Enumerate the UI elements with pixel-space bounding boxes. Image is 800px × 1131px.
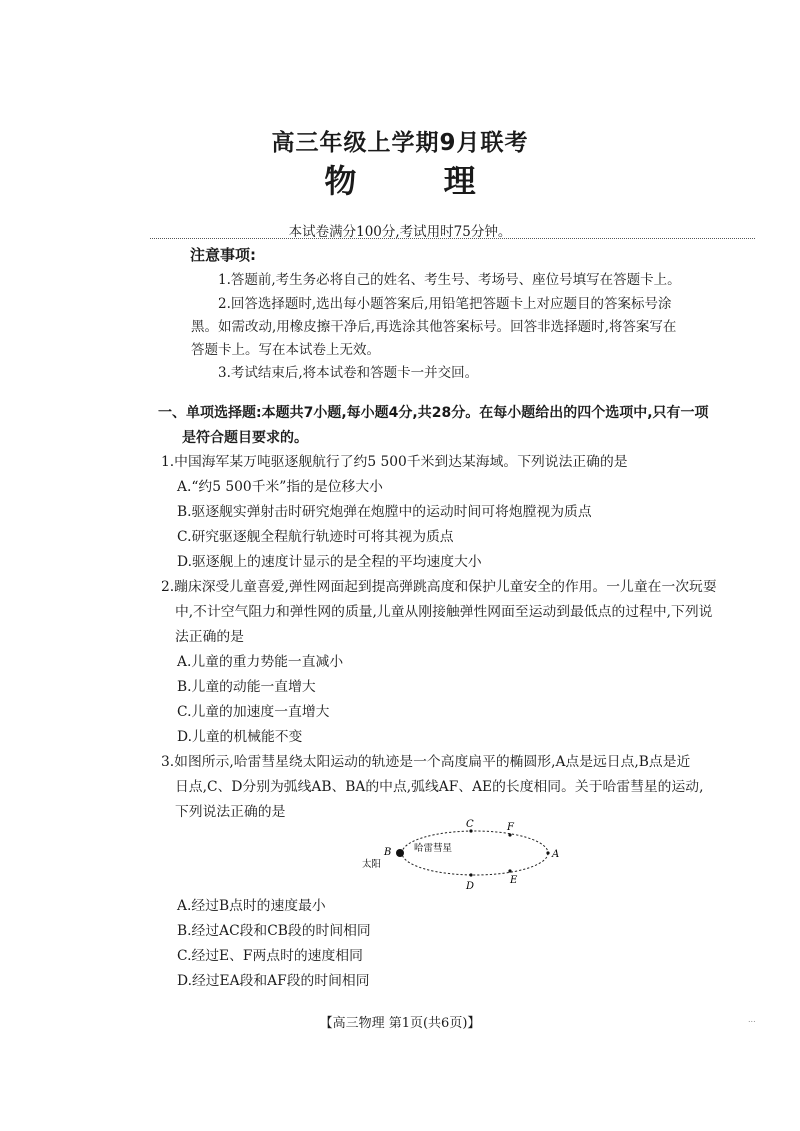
point-d-dot: [469, 873, 472, 876]
notice-heading: 注意事项:: [190, 246, 256, 264]
exam-info: 本试卷满分100分,考试用时75分钟。: [288, 224, 512, 240]
label-f: F: [507, 822, 514, 833]
question-3-option-d: D.经过EA段和AF段的时间相同: [177, 973, 370, 989]
point-a-dot: [546, 851, 549, 854]
label-d: D: [466, 881, 475, 892]
question-1-option-a: A.“约5 500千米”指的是位移大小: [177, 479, 383, 495]
exam-title: 高三年级上学期9月联考: [271, 130, 529, 156]
notice-item-1: 1.答题前,考生务必将自己的姓名、考生号、考场号、座位号填写在答题卡上。: [218, 272, 681, 288]
question-2-stem-line-2: 中,不计空气阻力和弹性网的质量,儿童从刚接触弹性网面至运动到最低点的过程中,下列说: [175, 604, 713, 620]
question-3-stem-line-2: 日点,C、D分别为弧线AB、BA的中点,弧线AF、AE的长度相同。关于哈雷彗星的运动,: [175, 779, 704, 795]
question-2-stem-line-3: 法正确的是: [175, 629, 244, 645]
sun-icon: [396, 849, 404, 857]
notice-item-3: 3.考试结束后,将本试卷和答题卡一并交回。: [218, 365, 479, 381]
label-a: A: [552, 849, 560, 860]
label-c: C: [466, 819, 474, 830]
question-3-stem-line-3: 下列说法正确的是: [175, 804, 286, 820]
question-2-option-b: B.儿童的动能一直增大: [177, 679, 316, 695]
question-1-option-b: B.驱逐舰实弹射击时研究炮弹在炮膛中的运动时间可将炮膛视为质点: [177, 504, 592, 520]
subject-title: 物 理: [324, 162, 514, 200]
question-3-stem-line-1: 3.如图所示,哈雷彗星绕太阳运动的轨迹是一个高度扁平的椭圆形,A点是远日点,B点是近: [161, 754, 691, 770]
question-3-option-a: A.经过B点时的速度最小: [177, 898, 326, 914]
section-1-heading: 一、单项选择题:本题共7小题,每小题4分,共28分。在每小题给出的四个选项中,只有一项: [158, 405, 709, 421]
divider-line: [150, 238, 755, 239]
question-2-option-c: C.儿童的加速度一直增大: [177, 704, 330, 720]
notice-item-2-line-3: 答题卡上。写在本试卷上无效。: [191, 342, 380, 358]
label-b: B: [384, 847, 392, 858]
question-3-option-b: B.经过AC段和CB段的时间相同: [177, 923, 371, 939]
point-f-dot: [508, 833, 511, 836]
footer-mark: ...: [748, 1015, 756, 1024]
notice-item-2-line-2: 黑。如需改动,用橡皮擦干净后,再选涂其他答案标号。回答非选择题时,将答案写在: [191, 319, 677, 335]
halley-orbit-figure: [355, 815, 570, 895]
question-1-option-d: D.驱逐舰上的速度计显示的是全程的平均速度大小: [177, 554, 482, 570]
question-3-option-c: C.经过E、F两点时的速度相同: [177, 948, 363, 964]
label-sun: 太阳: [362, 859, 382, 870]
notice-item-2-line-1: 2.回答选择题时,选出每小题答案后,用铅笔把答题卡上对应题目的答案标号涂: [218, 296, 672, 312]
question-1-stem: 1.中国海军某万吨驱逐舰航行了约5 500千米到达某海域。下列说法正确的是: [161, 454, 628, 470]
question-2-stem-line-1: 2.蹦床深受儿童喜爱,弹性网面起到提高弹跳高度和保护儿童安全的作用。一儿童在一次玩耍: [161, 579, 717, 595]
section-1-heading-cont: 是符合题目要求的。: [182, 430, 308, 446]
page-footer: 【高三物理 第1页(共6页)】: [319, 1016, 481, 1031]
question-1-option-c: C.研究驱逐舰全程航行轨迹时可将其视为质点: [177, 529, 454, 545]
label-comet: 哈雷彗星: [414, 843, 453, 854]
point-e-dot: [508, 869, 511, 872]
question-2-option-d: D.儿童的机械能不变: [177, 729, 303, 745]
question-2-option-a: A.儿童的重力势能一直减小: [177, 654, 344, 670]
label-e: E: [510, 875, 518, 886]
